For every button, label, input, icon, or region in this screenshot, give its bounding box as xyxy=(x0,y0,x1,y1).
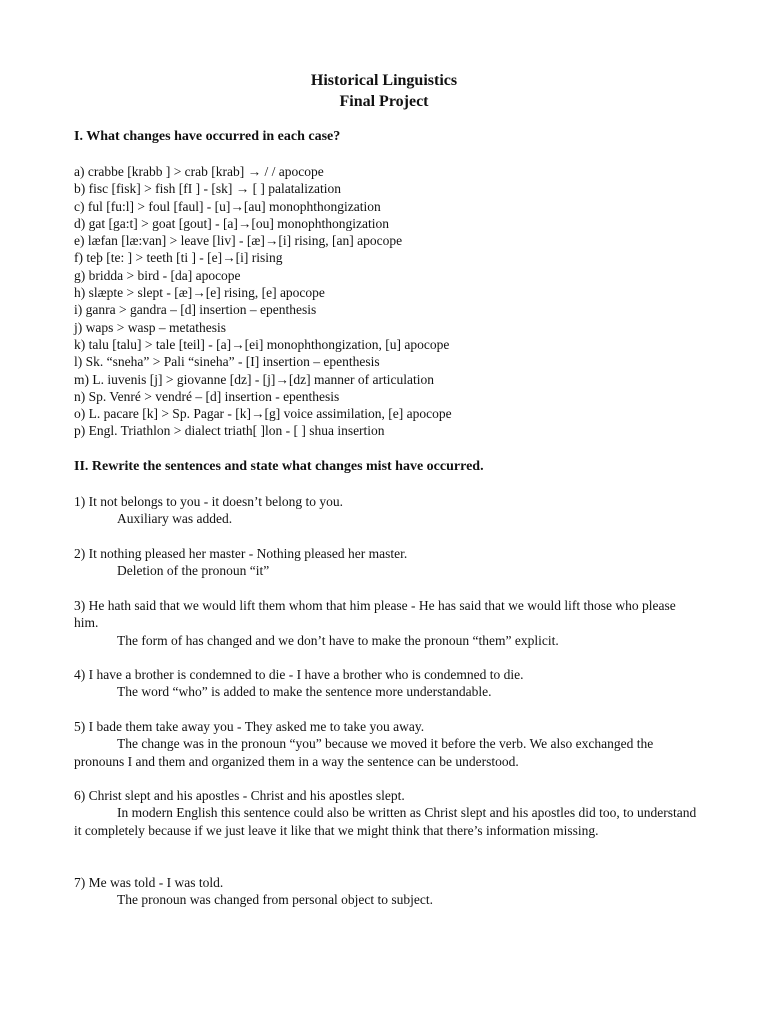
list-item: j) waps > wasp – metathesis xyxy=(74,319,226,335)
question-answer: The form of has changed and we don’t have to make the pronoun “them” explicit. xyxy=(117,632,559,648)
question-sentence: 2) It nothing pleased her master - Nothing pleased her master. xyxy=(74,546,408,561)
document-title: Historical Linguistics xyxy=(310,72,458,89)
list-item: p) Engl. Triathlon > dialect triath[ ]lon - [ ] shua insertion xyxy=(74,423,385,439)
list-item: f) teþ [te: ] > teeth [ti ] - [e]→[i] rising xyxy=(74,250,283,266)
question-answer: Deletion of the pronoun “it” xyxy=(117,563,270,579)
list-item: e) læfan [læ:van] > leave [liv] - [æ]→[i] rising, [an] apocope xyxy=(74,233,403,249)
question-sentence: 5) I bade them take away you - They asked me to take you away. xyxy=(74,719,425,734)
list-item: i) ganra > gandra – [d] insertion – epenthesis xyxy=(74,302,317,318)
question-block xyxy=(74,787,698,839)
question-sentence: 6) Christ slept and his apostles - Christ and his apostles slept. xyxy=(74,788,405,803)
section-1-heading: I. What changes have occurred in each case? xyxy=(74,129,341,144)
list-item: l) Sk. “sneha” > Pali “sineha” - [I] insertion – epenthesis xyxy=(74,354,380,370)
section-2-heading: II. Rewrite the sentences and state what changes mist have occurred. xyxy=(74,459,484,474)
list-item: d) gat [ga:t] > goat [gout] - [a]→[ou] monophthongization xyxy=(74,215,390,231)
question-block xyxy=(74,545,698,580)
question-answer: The pronoun was changed from personal object to subject. xyxy=(117,892,434,908)
list-item: k) talu [talu] > tale [teil] - [a]→[ei] monophthongization, [u] apocope xyxy=(74,336,450,352)
question-sentence: 1) It not belongs to you - it doesn’t belong to you. xyxy=(74,494,343,509)
list-item: m) L. iuvenis [j] > giovanne [dz] - [j]→[dz] manner of articulation xyxy=(74,371,434,387)
question-answer: The change was in the pronoun “you” because we moved it before the verb. We also exchanged the pronouns I and them and organized them in a way the sentence can be understood. xyxy=(74,736,654,769)
document-subtitle: Final Project xyxy=(339,93,429,110)
list-item: o) L. pacare [k] > Sp. Pagar - [k]→[g] voice assimilation, [e] apocope xyxy=(74,406,452,422)
question-block xyxy=(74,874,698,909)
list-item: h) slæpte > slept - [æ]→[e] rising, [e] apocope xyxy=(74,285,325,301)
question-sentence: 4) I have a brother is condemned to die - I have a brother who is condemned to die. xyxy=(74,667,524,682)
question-sentence: 3) He hath said that we would lift them whom that him please - He has said that we would lift those who please him. xyxy=(74,598,676,631)
list-item: b) fisc [fisk] > fish [fI ] - [sk] → [ ] palatalization xyxy=(74,181,342,197)
list-item: g) bridda > bird - [da] apocope xyxy=(74,267,241,283)
question-block xyxy=(74,718,698,770)
question-block xyxy=(74,597,698,649)
list-item: n) Sp. Venré > vendré – [d] insertion - epenthesis xyxy=(74,388,340,404)
question-answer: In modern English this sentence could also be written as Christ slept and his apostles did too, to understand it completely because if we just leave it like that we might think that there’s information missing. xyxy=(74,805,697,838)
list-item: a) crabbe [krabb ] > crab [krab] → / / apocope xyxy=(74,164,324,179)
question-answer: Auxiliary was added. xyxy=(117,511,233,527)
question-sentence: 7) Me was told - I was told. xyxy=(74,875,224,890)
question-block xyxy=(74,666,698,701)
list-item: c) ful [fu:l] > foul [faul] - [u]→[au] monophthongization xyxy=(74,198,381,214)
question-block xyxy=(74,493,698,528)
question-answer: The word “who” is added to make the sentence more understandable. xyxy=(117,684,492,700)
sound-change-list xyxy=(74,163,452,440)
